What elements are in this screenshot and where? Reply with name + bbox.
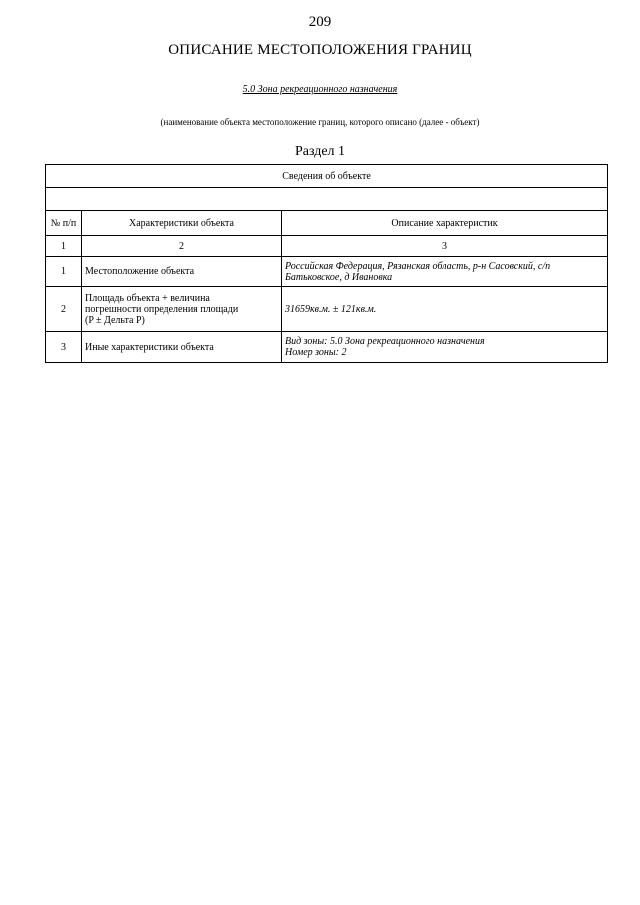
object-name: 5.0 Зона рекреационного назначения	[242, 84, 398, 95]
row-characteristic: Местоположение объекта	[82, 257, 282, 287]
row-characteristic: Иные характеристики объекта	[82, 332, 282, 363]
row-characteristic	[82, 287, 282, 332]
row-description-line: Батьковское, д Ивановка	[285, 271, 393, 283]
row-characteristic-line: Площадь объекта + величина	[85, 292, 210, 304]
column-number-2: 2	[82, 236, 282, 257]
row-characteristic-line: (P ± Дельта P)	[85, 314, 145, 326]
column-number-row	[46, 236, 608, 257]
column-header-characteristic: Характеристики объекта	[82, 211, 282, 236]
row-description-line: Номер зоны: 2	[285, 347, 347, 358]
row-description-line: Российская Федерация, Рязанская область, р-н Сасовский, с/п	[285, 260, 551, 272]
object-info-table	[45, 164, 608, 363]
empty-cell	[46, 188, 608, 211]
object-caption: (наименование объекта местоположение границ, которого описано (далее - объект)	[160, 117, 480, 127]
row-characteristic-line: погрешности определения площади	[85, 303, 239, 315]
table-empty-row	[46, 188, 608, 211]
column-header-row	[46, 211, 608, 236]
column-header-number: № п/п	[46, 211, 82, 236]
row-number: 1	[46, 257, 82, 287]
document-title: ОПИСАНИЕ МЕСТОПОЛОЖЕНИЯ ГРАНИЦ	[168, 42, 472, 58]
table-header: Сведения об объекте	[46, 165, 608, 188]
column-header-description: Описание характеристик	[282, 211, 608, 236]
table-row	[46, 257, 608, 287]
table-row	[46, 332, 608, 363]
column-number-3: 3	[282, 236, 608, 257]
table-row	[46, 287, 608, 332]
row-description	[282, 257, 608, 287]
row-description: 31659кв.м. ± 121кв.м.	[282, 287, 608, 332]
row-number: 2	[46, 287, 82, 332]
row-description-line: Вид зоны: 5.0 Зона рекреационного назначения	[285, 336, 485, 347]
row-number: 3	[46, 332, 82, 363]
table-header-row	[46, 165, 608, 188]
page-number: 209	[308, 14, 332, 30]
row-description	[282, 332, 608, 363]
section-title: Раздел 1	[294, 144, 346, 159]
column-number-1: 1	[46, 236, 82, 257]
